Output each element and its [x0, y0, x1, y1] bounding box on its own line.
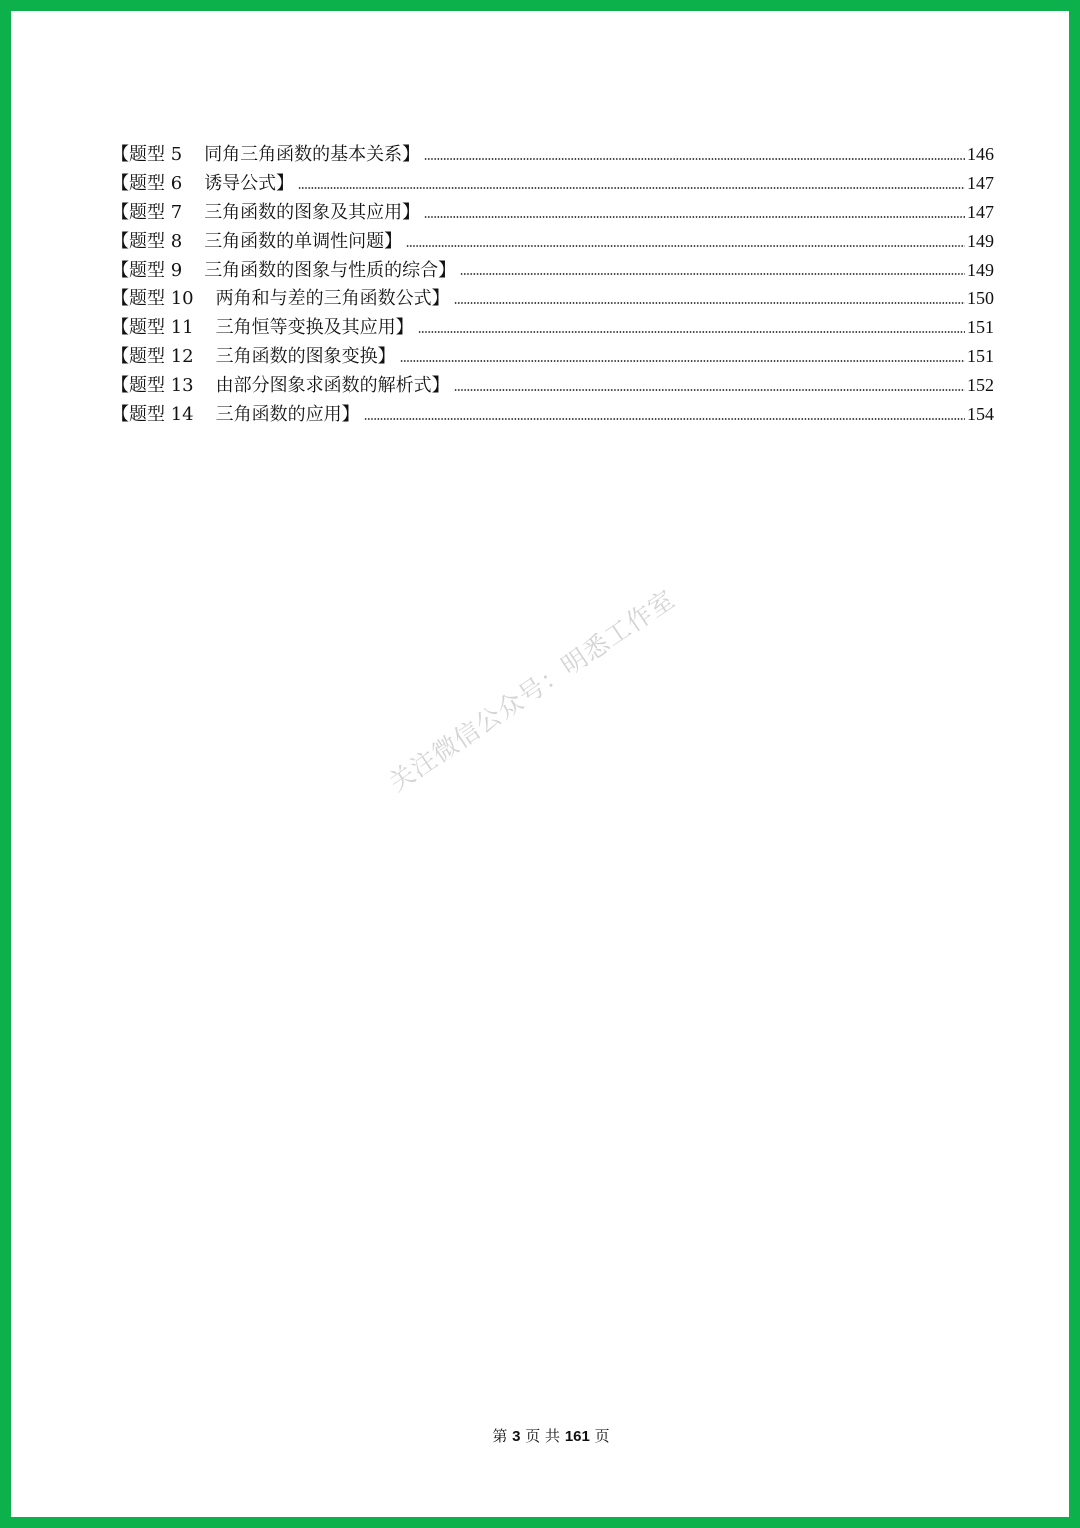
- toc-entry-label: 【题型 6: [111, 172, 183, 194]
- dot-leader: [454, 389, 965, 391]
- footer-suffix: 页: [594, 1427, 610, 1445]
- toc-entry-title: 三角函数的单调性问题】: [204, 230, 403, 252]
- toc-entry-page: 147: [967, 201, 994, 222]
- toc-entry-title: 三角函数的图象及其应用】: [204, 201, 421, 223]
- dot-leader: [418, 331, 965, 333]
- toc-entry-label: 【题型 14: [111, 404, 194, 426]
- current-page-number: 3: [512, 1428, 521, 1445]
- toc-entry-title: 三角函数的图象与性质的综合】: [204, 259, 457, 281]
- toc-entry[interactable]: [111, 313, 994, 342]
- toc-entry[interactable]: [111, 169, 994, 198]
- toc-entry-title: 由部分图象求函数的解析式】: [215, 375, 450, 397]
- toc-entry-title: 三角恒等变换及其应用】: [215, 317, 414, 339]
- dot-leader: [406, 245, 965, 247]
- toc-entry-page: 146: [967, 144, 994, 164]
- toc-entry-label: 【题型 11: [111, 317, 194, 339]
- toc-entry-page: 151: [967, 317, 994, 338]
- toc-entry-page: 149: [967, 259, 994, 280]
- toc-entry-page: 154: [967, 404, 994, 425]
- toc-entry-label: 【题型 5: [111, 144, 183, 165]
- toc-entry[interactable]: [111, 342, 994, 371]
- toc-entry[interactable]: [111, 198, 994, 227]
- toc-entry[interactable]: [111, 256, 994, 285]
- footer-middle: 页 共: [525, 1427, 561, 1445]
- toc-entry-page: 150: [967, 288, 994, 309]
- toc-entry-page: 149: [967, 230, 994, 251]
- dot-leader: [424, 158, 965, 160]
- toc-entry-label: 【题型 9: [111, 259, 183, 281]
- dot-leader: [424, 216, 965, 218]
- dot-leader: [364, 418, 965, 420]
- table-of-contents: [111, 140, 994, 429]
- dot-leader: [400, 360, 965, 362]
- toc-entry-label: 【题型 13: [111, 375, 194, 397]
- watermark: 关注微信公众号：明悉工作室: [383, 584, 681, 798]
- toc-entry-label: 【题型 7: [111, 201, 183, 223]
- page-footer: [11, 1425, 1080, 1446]
- dot-leader: [460, 273, 965, 275]
- toc-entry[interactable]: [111, 284, 994, 313]
- toc-entry[interactable]: [111, 140, 994, 169]
- dot-leader: [298, 187, 965, 189]
- toc-entry[interactable]: [111, 227, 994, 256]
- toc-entry-title: 三角函数的应用】: [215, 404, 360, 426]
- dot-leader: [454, 302, 965, 304]
- toc-entry-page: 151: [967, 346, 994, 367]
- toc-entry[interactable]: [111, 371, 994, 400]
- footer-prefix: 第: [492, 1427, 508, 1445]
- total-page-count: 161: [564, 1428, 590, 1445]
- toc-entry[interactable]: [111, 400, 994, 429]
- toc-entry-title: 两角和与差的三角函数公式】: [215, 288, 450, 310]
- toc-entry-page: 152: [967, 375, 994, 396]
- toc-entry-label: 【题型 12: [111, 346, 194, 368]
- toc-entry-label: 【题型 10: [111, 288, 194, 310]
- toc-entry-title: 同角三角函数的基本关系】: [204, 144, 421, 165]
- toc-entry-page: 147: [967, 172, 994, 193]
- toc-entry-title: 三角函数的图象变换】: [215, 346, 396, 368]
- toc-entry-label: 【题型 8: [111, 230, 183, 252]
- toc-entry-title: 诱导公式】: [204, 172, 295, 194]
